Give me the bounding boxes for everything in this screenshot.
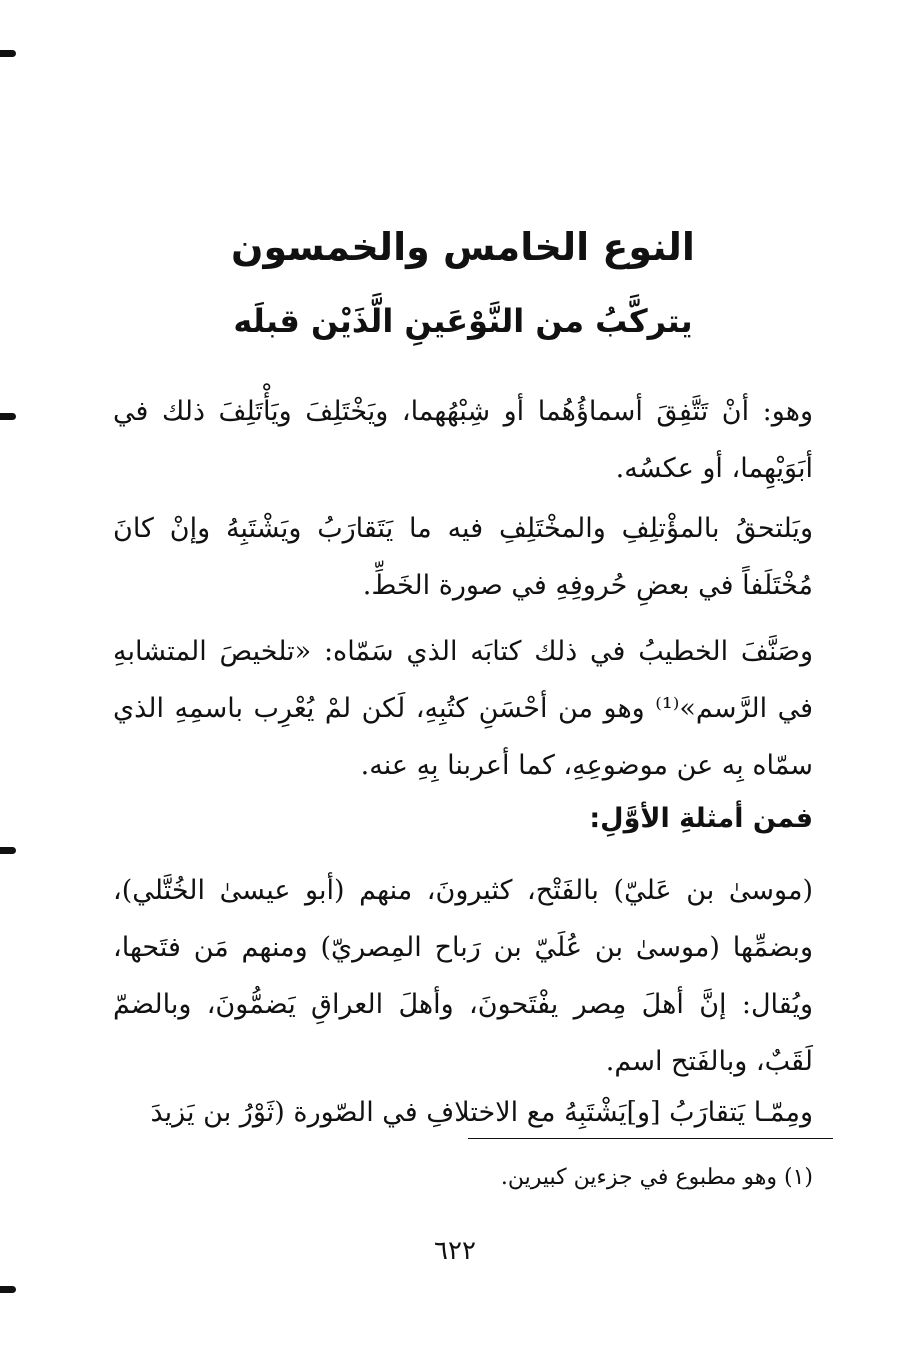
scan-edge-mark — [0, 847, 16, 854]
footnote-separator — [468, 1138, 833, 1139]
footnote: (١) وهو مطبوع في جزءين كبيرين. — [500, 1165, 813, 1190]
paragraph-khatib: وصَنَّفَ الخطيبُ في ذلك كتابَه الذي سَمّاه: «تلخيصَ المتشابهِ في الرَّسم»⁽¹⁾ وهو من أحْسَنِ كتُبِهِ، لَكن لمْ يُعْرِب باسمِهِ الذي سمّاه بِه عن موضوعِهِ، كما أعربنا بِهِ عنه. — [113, 636, 813, 781]
chapter-title: النوع الخامس والخمسون — [231, 225, 695, 269]
page-number: ٦٢٢ — [434, 1236, 476, 1266]
paragraph-example-musa: (موسىٰ بن عَليّ) بالفَتْح، كثيرونَ، منهم (أبو عيسىٰ الخُتَّلي)، وبضمِّها (موسىٰ بن عُلَيّ بن رَباح المِصريّ) ومنهم مَن فتَحها، ويُقال: إنَّ أهلَ مِصر يفْتَحونَ، وأهلَ العراقِ يَضمُّونَ، وبالضمّ لَقَبٌ، وبالفَتح اسم. — [113, 875, 813, 1077]
examples-label: فمن أمثلةِ الأوَّلِ: — [589, 803, 813, 834]
paragraph-similar: ومِمّـا يَتقارَبُ [و]يَشْتَبِهُ مع الاختلافِ في الصّورة (ثَوْرُ بن يَزيدَ — [150, 1097, 813, 1128]
paragraph-definition: وهو: أنْ تَتَّفِقَ أسماؤُهُما أو شِبْهُهما، ويَخْتَلِفَ ويَأْتَلِفَ ذلك في أبَوَيْهِما، أو عكسُه. — [113, 396, 813, 484]
chapter-subtitle: يتركَّبُ من النَّوْعَينِ الَّذَيْن قبلَه — [233, 302, 693, 340]
scan-edge-mark — [0, 50, 16, 57]
paragraph-related: ويَلتحقُ بالمؤْتلِفِ والمخْتَلِفِ فيه ما يَتَقارَبُ ويَشْتَبِهُ وإنْ كانَ مُخْتَلَفاً في بعضِ حُروفِهِ في صورة الخَطِّ. — [113, 513, 813, 601]
scan-edge-mark — [0, 1286, 16, 1293]
scan-edge-mark — [0, 413, 16, 420]
